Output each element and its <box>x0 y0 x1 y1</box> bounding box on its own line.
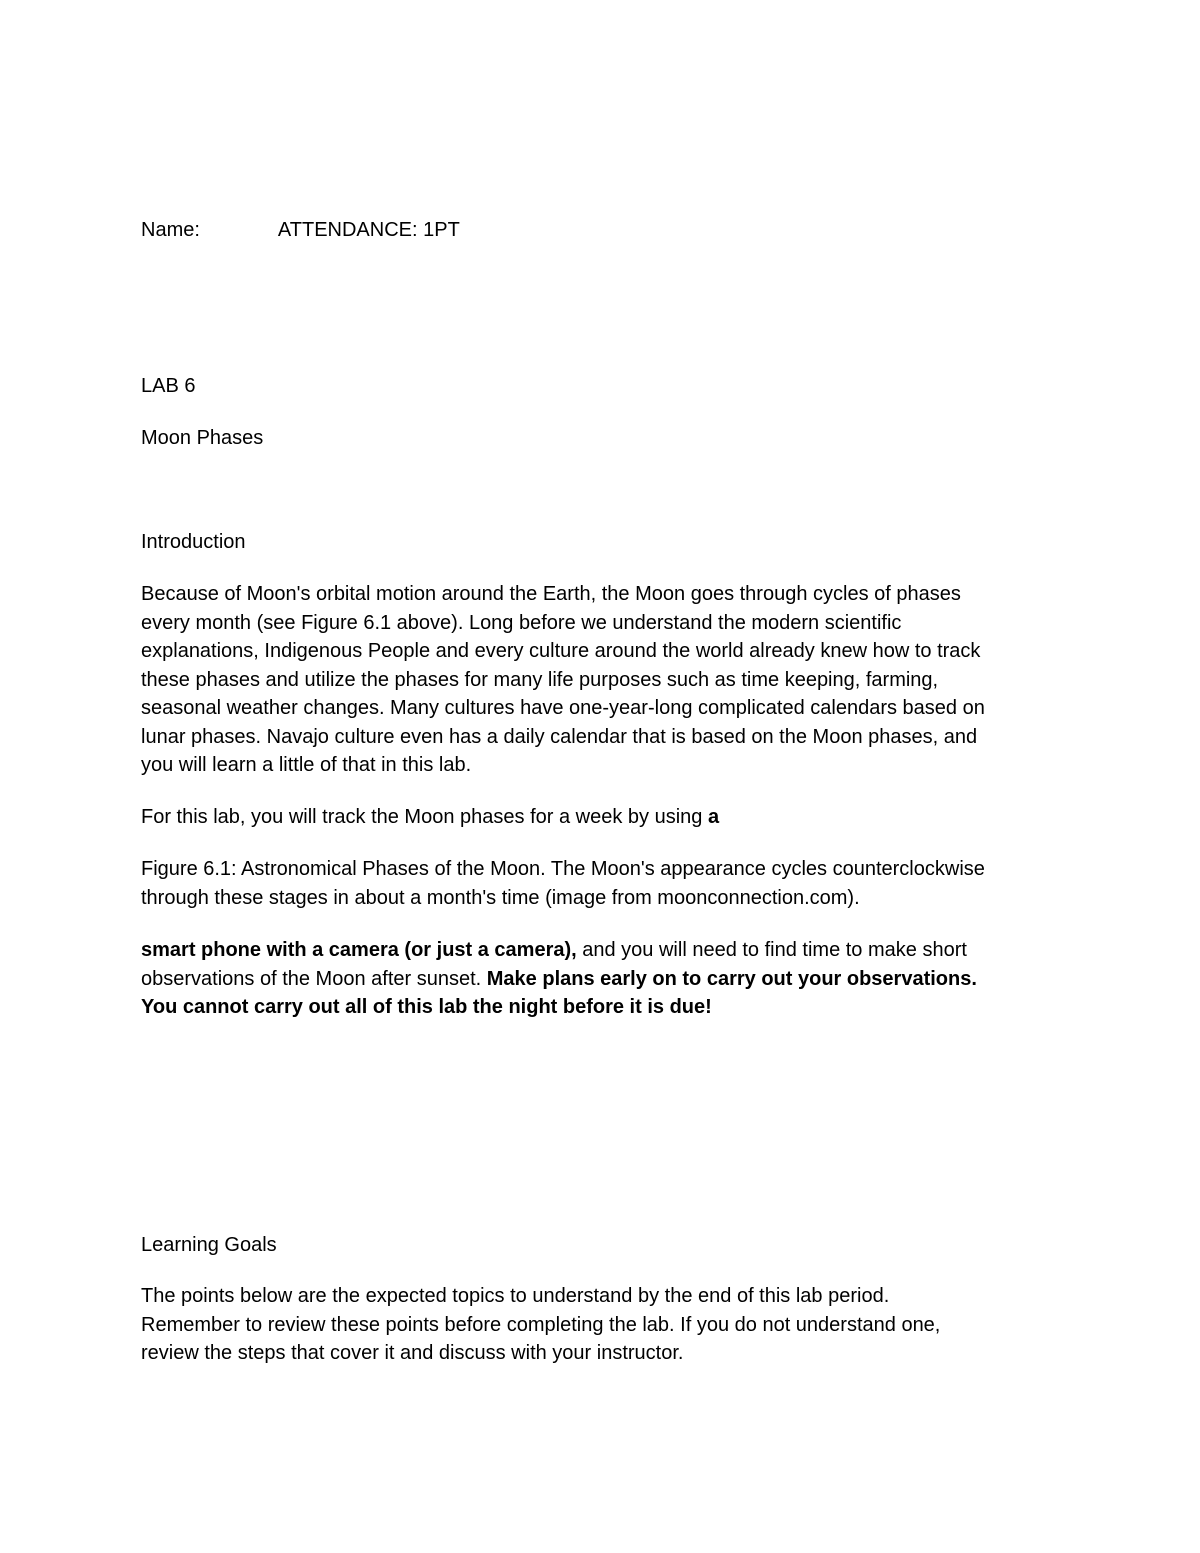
caption-line: through these stages in about a month's time (image from moonconnection.com). <box>141 886 860 909</box>
instructions-bold: smart phone with a camera (or just a camera), <box>141 939 577 961</box>
introduction-paragraph <box>141 580 1071 780</box>
goals-line: The points below are the expected topics to understand by the end of this lab period. <box>141 1285 890 1307</box>
attendance-label: ATTENDANCE: 1PT <box>277 219 460 241</box>
lab-sentence-text: For this lab, you will track the Moon phases for a week by using <box>141 806 708 828</box>
intro-line: Because of Moon's orbital motion around the Earth, the Moon goes through cycles of phases <box>141 583 961 605</box>
instructions-line <box>141 993 1071 1022</box>
intro-line: these phases and utilize the phases for many life purposes such as time keeping, farming, <box>141 668 939 691</box>
instructions-bold: You cannot carry out all of this lab the night before it is due! <box>141 996 712 1018</box>
instructions-paragraph <box>141 936 1071 1022</box>
caption-line: Figure 6.1: Astronomical Phases of the Moon. The Moon's appearance cycles counterclockwise <box>141 858 985 880</box>
lab-sentence-bold: a <box>707 806 720 828</box>
instructions-bold: Make plans early on to carry out your observations. <box>486 967 977 990</box>
instructions-text: observations of the Moon after sunset. <box>141 967 487 990</box>
instructions-line <box>141 965 1071 994</box>
lab-sentence <box>141 803 719 832</box>
lab-title: Moon Phases <box>141 427 264 449</box>
intro-line: lunar phases. Navajo culture even has a daily calendar that is based on the Moon phases, and <box>141 725 978 748</box>
instructions-line <box>141 936 1071 965</box>
learning-goals-heading: Learning Goals <box>141 1234 277 1256</box>
instructions-text: and you will need to find time to make short <box>576 939 967 961</box>
learning-goals-paragraph <box>141 1282 1071 1368</box>
intro-line: you will learn a little of that in this lab. <box>141 754 472 776</box>
intro-line: explanations, Indigenous People and every culture around the world already knew how to track <box>141 640 981 662</box>
intro-line: seasonal weather changes. Many cultures have one-year-long complicated calendars based on <box>141 697 985 719</box>
intro-line: every month (see Figure 6.1 above). Long before we understand the modern scientific <box>141 611 902 634</box>
figure-caption <box>141 855 1071 912</box>
introduction-heading: Introduction <box>141 531 246 553</box>
lab-number: LAB 6 <box>141 375 196 397</box>
goals-line: review the steps that cover it and discuss with your instructor. <box>141 1342 684 1364</box>
name-label: Name: <box>141 219 200 241</box>
goals-line: Remember to review these points before completing the lab. If you do not understand one, <box>141 1313 941 1336</box>
header-line <box>141 216 460 245</box>
